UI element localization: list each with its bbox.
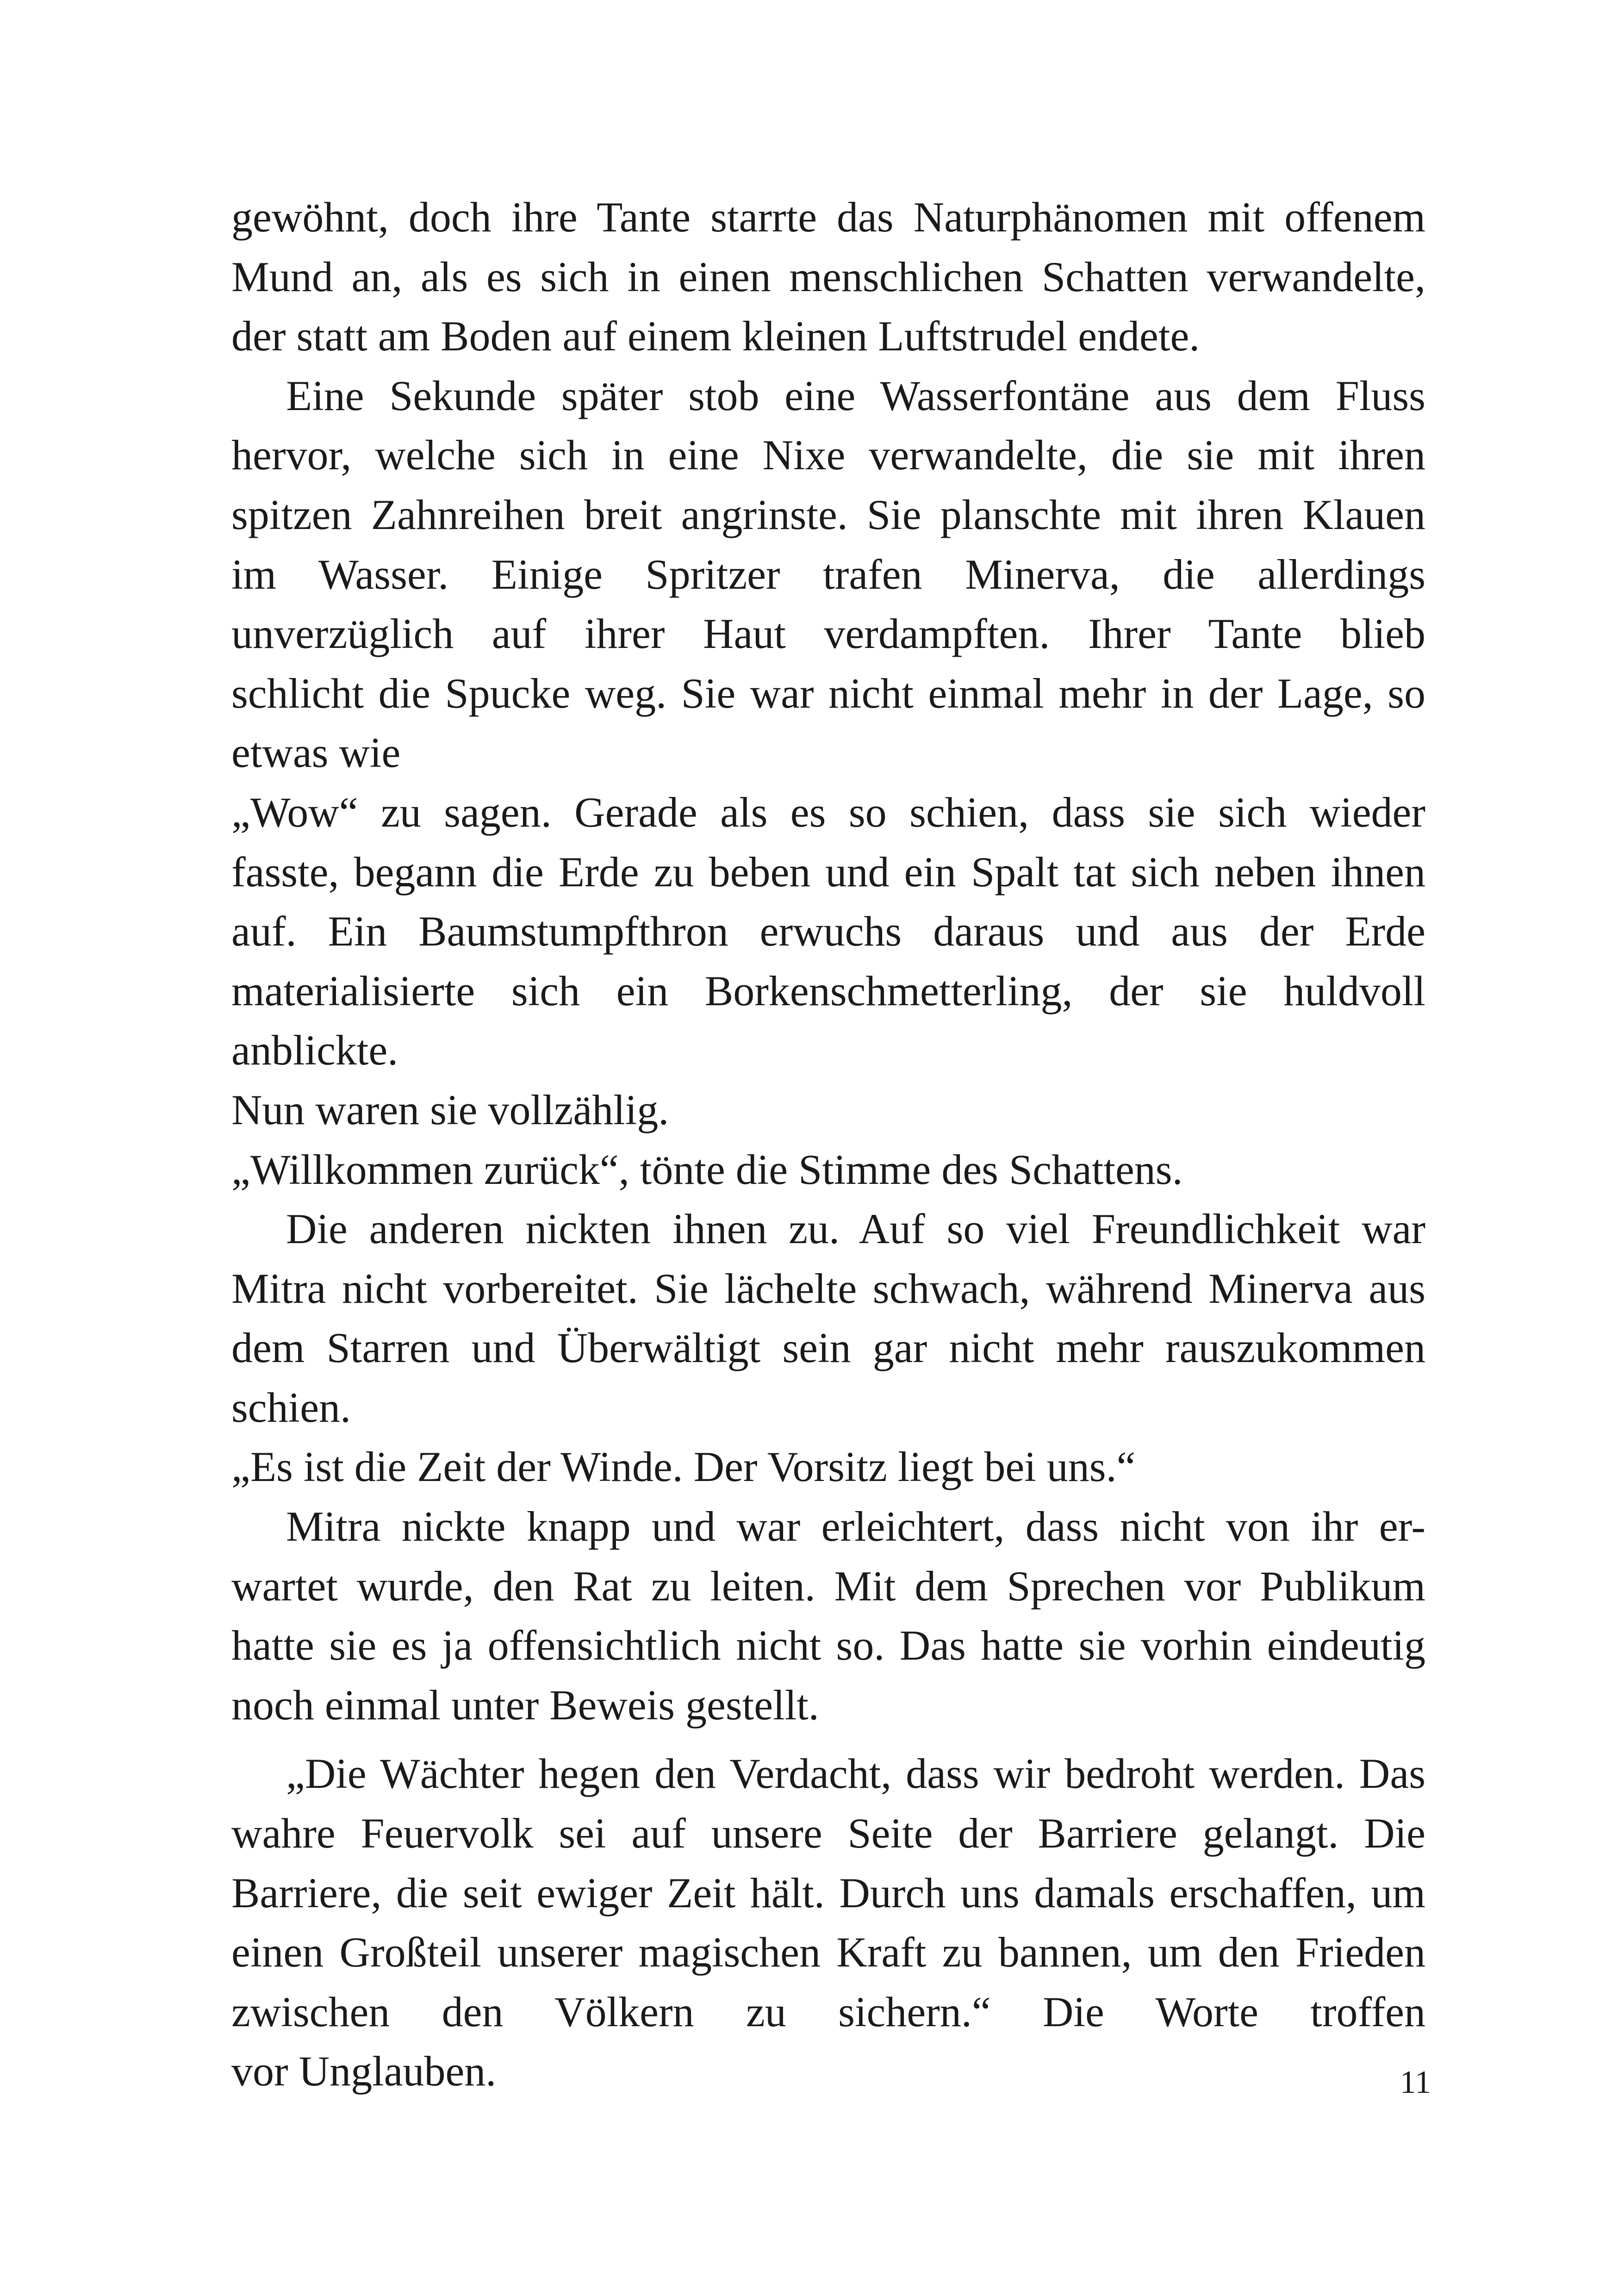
- text-line: materialisierte sich ein Borkenschmetterling, der sie huldvoll: [231, 967, 1425, 1014]
- text-line: zwischen den Völkern zu sichern.“ Die Worte troffen: [231, 1988, 1425, 2035]
- text-line: Mitra nickte knapp und war erleichtert, dass nicht von ihr er-: [286, 1503, 1425, 1550]
- text-line: spitzen Zahnreihen breit angrinste. Sie planschte mit ihren Klauen: [231, 491, 1425, 538]
- text-line: fasste, begann die Erde zu beben und ein Spalt tat sich neben ihnen: [231, 848, 1425, 896]
- text-line: „Willkommen zurück“, tönte die Stimme des Schattens.: [231, 1145, 1183, 1193]
- text-line: „Wow“ zu sagen. Gerade als es so schien, dass sie sich wieder: [231, 788, 1425, 836]
- text-line: noch einmal unter Beweis gestellt.: [231, 1681, 819, 1729]
- text-line: etwas wie: [231, 729, 401, 777]
- text-line: der statt am Boden auf einem kleinen Luftstrudel endete.: [231, 312, 1200, 360]
- text-line: gewöhnt, doch ihre Tante starrte das Naturphänomen mit offenem: [231, 193, 1425, 241]
- text-line: vor Unglauben.: [231, 2047, 497, 2095]
- text-line: Die anderen nickten ihnen zu. Auf so viel Freundlichkeit war: [286, 1205, 1425, 1253]
- text-line: wahre Feuervolk sei auf unsere Seite der Barriere gelangt. Die: [231, 1810, 1425, 1857]
- text-line: schlicht die Spucke weg. Sie war nicht einmal mehr in der Lage, so: [231, 669, 1425, 717]
- text-line: Mitra nicht vorbereitet. Sie lächelte schwach, während Minerva aus: [231, 1264, 1425, 1312]
- text-line: Mund an, als es sich in einen menschlichen Schatten verwandelte,: [231, 253, 1425, 300]
- text-line: Nun waren sie vollzählig.: [231, 1086, 669, 1133]
- text-line: dem Starren und Überwältigt sein gar nicht mehr rauszukommen: [231, 1324, 1425, 1372]
- text-line: einen Großteil unserer magischen Kraft zu bannen, um den Frieden: [231, 1929, 1425, 1976]
- page-body-text: [231, 187, 1425, 2101]
- text-line: im Wasser. Einige Spritzer trafen Minerva, die allerdings: [231, 550, 1425, 598]
- text-line: anblickte.: [231, 1027, 398, 1074]
- text-line: hatte sie es ja offensichtlich nicht so. Das hatte sie vorhin eindeutig: [231, 1622, 1425, 1669]
- page-number: 11: [1400, 2065, 1431, 2100]
- text-line: Eine Sekunde später stob eine Wasserfontäne aus dem Fluss: [286, 372, 1425, 419]
- text-line: Barriere, die seit ewiger Zeit hält. Durch uns damals erschaffen, um: [231, 1869, 1425, 1916]
- text-line: auf. Ein Baumstumpfthron erwuchs daraus und aus der Erde: [231, 908, 1425, 955]
- text-line: wartet wurde, den Rat zu leiten. Mit dem Sprechen vor Publikum: [231, 1562, 1425, 1610]
- text-line: hervor, welche sich in eine Nixe verwandelte, die sie mit ihren: [231, 431, 1425, 479]
- text-line: unverzüglich auf ihrer Haut verdampften. Ihrer Tante blieb: [231, 610, 1425, 658]
- text-line: schien.: [231, 1383, 351, 1431]
- text-line: „Die Wächter hegen den Verdacht, dass wir bedroht werden. Das: [286, 1750, 1425, 1798]
- text-line: „Es ist die Zeit der Winde. Der Vorsitz liegt bei uns.“: [231, 1443, 1136, 1491]
